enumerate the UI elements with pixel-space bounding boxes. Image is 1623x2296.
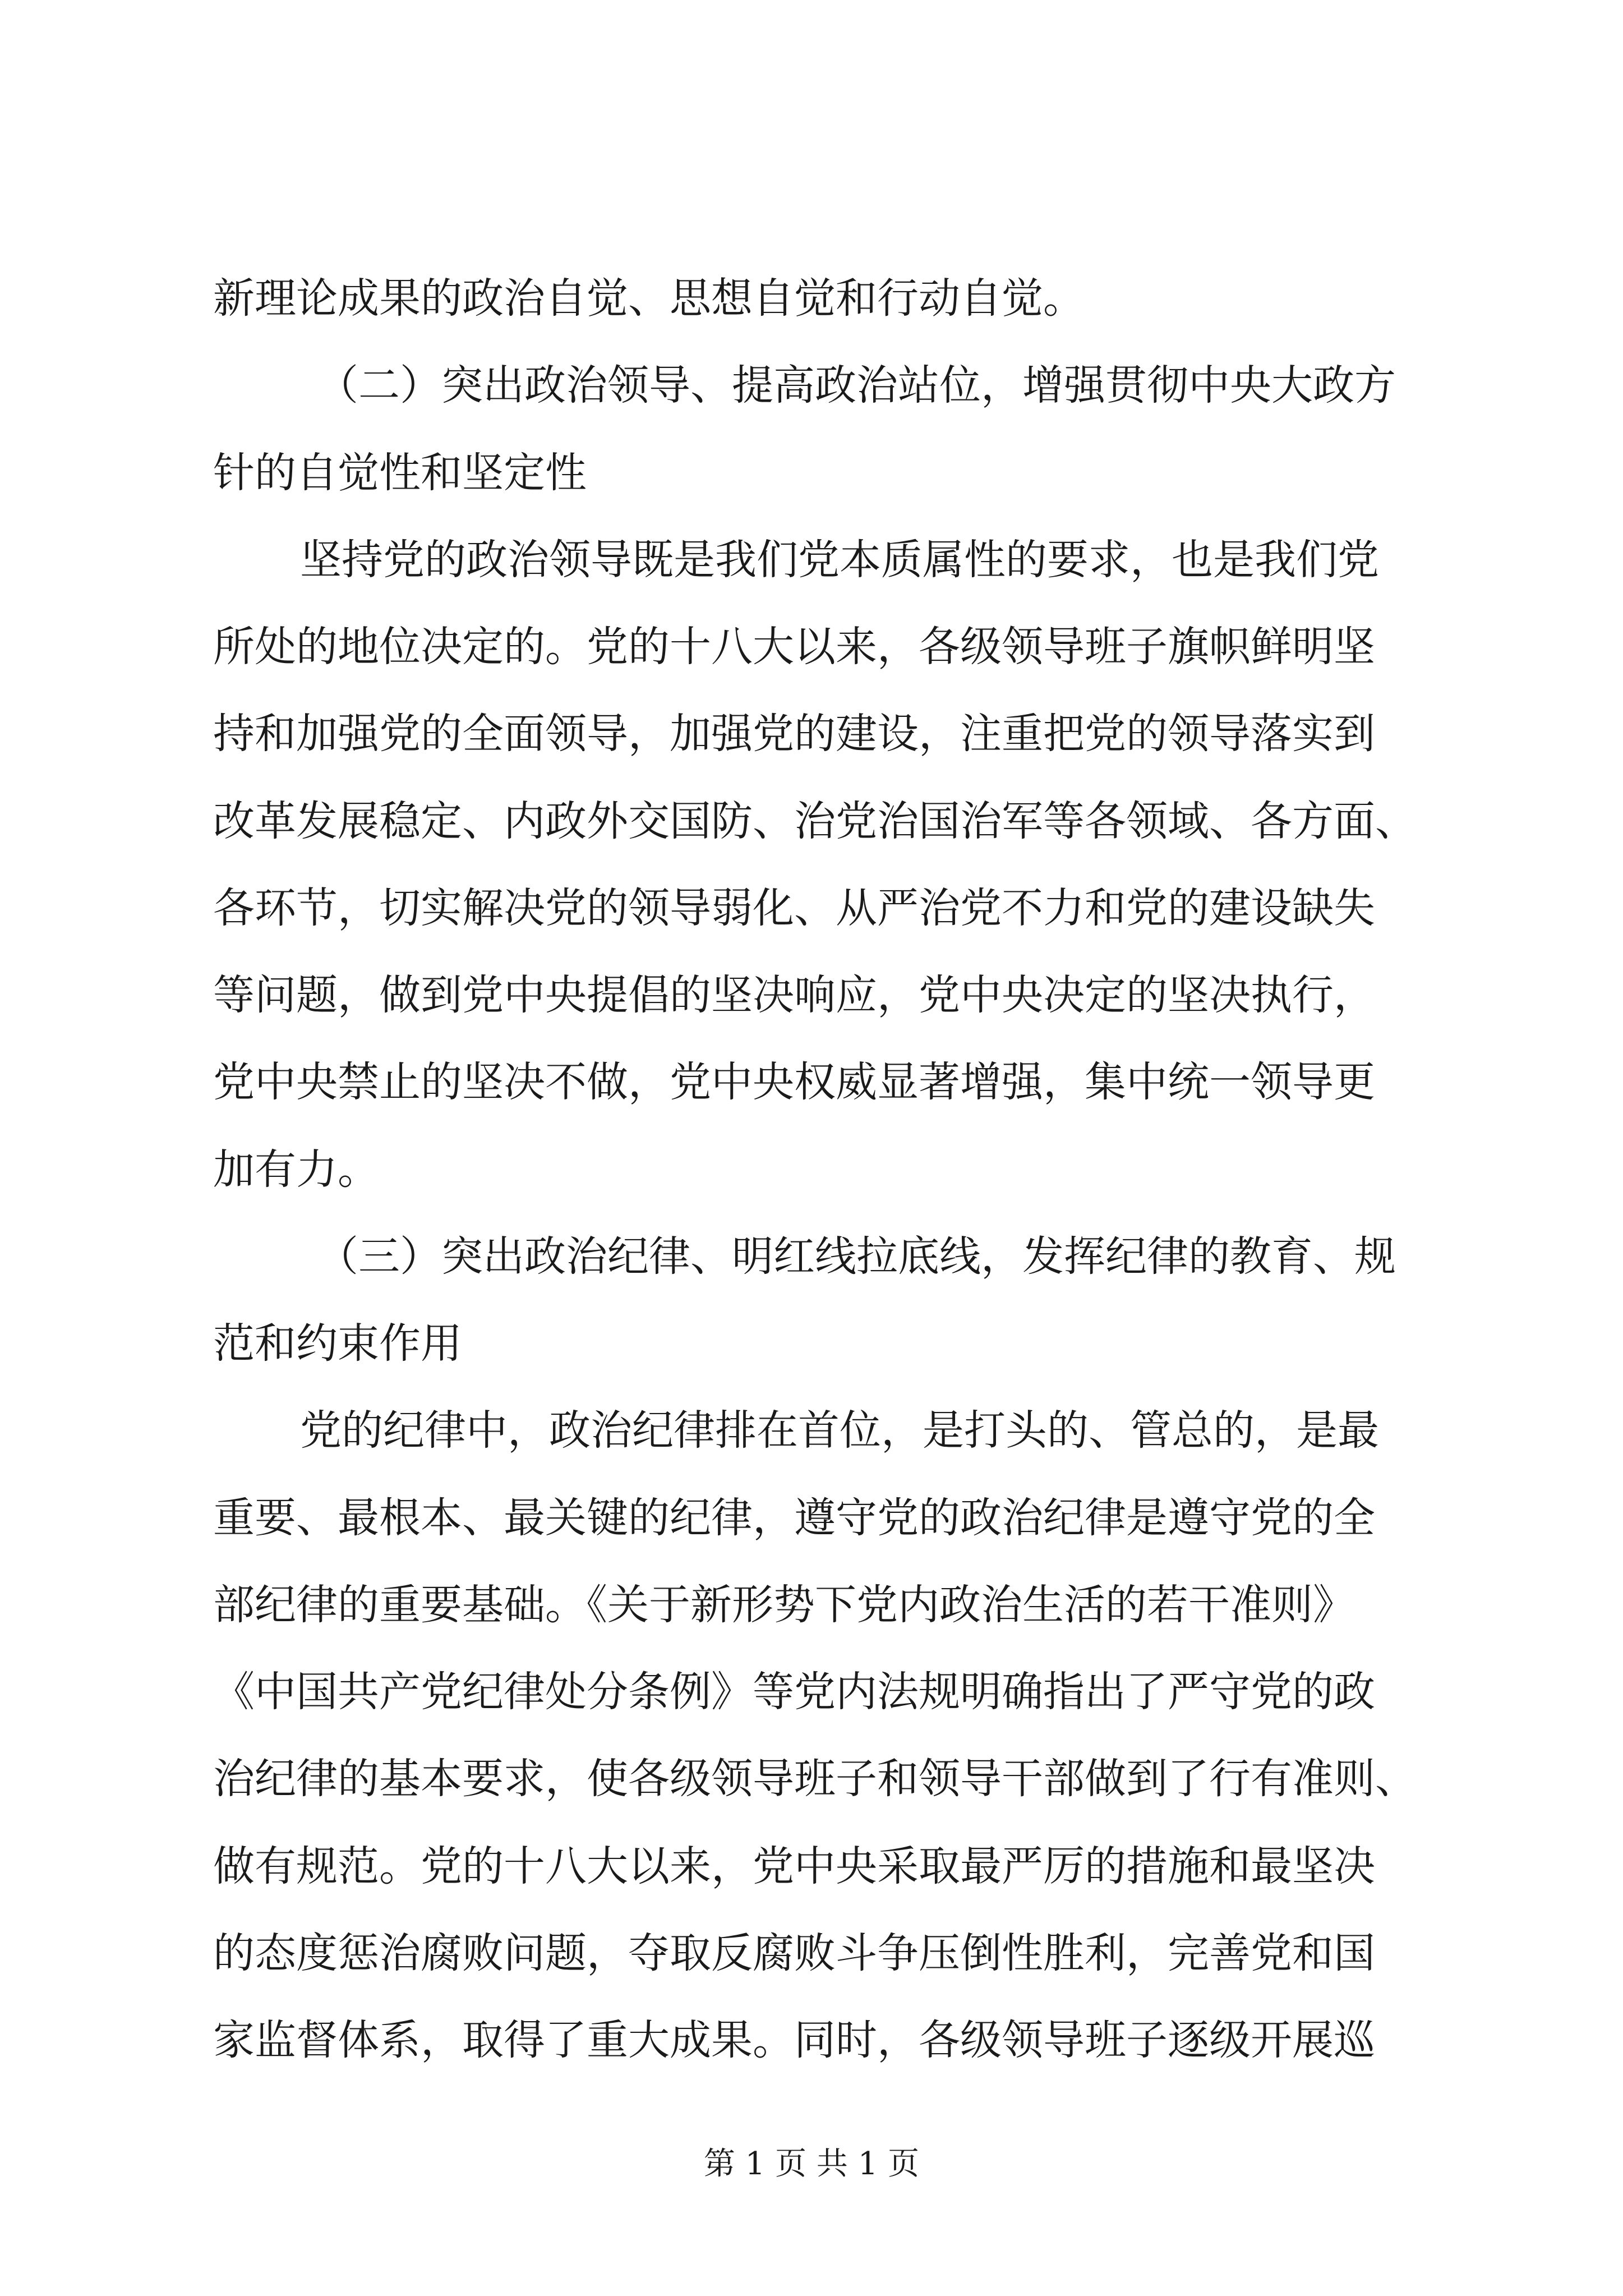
paragraph-2-line-7: 的态度惩治腐败问题，夺取反腐败斗争压倒性胜利，完善党和国 <box>213 1929 1375 1977</box>
text-line-1: 新理论成果的政治自觉、思想自觉和行动自觉。 <box>213 274 1085 323</box>
heading-section-2-line-2: 针的自觉性和坚定性 <box>213 449 587 497</box>
paragraph-2-line-2: 重要、最根本、最关键的纪律，遵守党的政治纪律是遵守党的全 <box>213 1494 1375 1542</box>
paragraph-2-line-1: 党的纪律中，政治纪律排在首位，是打头的、管总的，是最 <box>300 1406 1379 1455</box>
paragraph-1-line-6: 等问题，做到党中央提倡的坚决响应，党中央决定的坚决执行， <box>213 971 1375 1019</box>
paragraph-1-line-5: 各环节，切实解决党的领导弱化、从严治党不力和党的建设缺失 <box>213 884 1375 932</box>
heading-section-3-line-1: （三）突出政治纪律、明红线拉底线，发挥纪律的教育、规 <box>317 1232 1396 1281</box>
paragraph-1-line-8: 加有力。 <box>213 1145 379 1194</box>
paragraph-1-line-1: 坚持党的政治领导既是我们党本质属性的要求，也是我们党 <box>300 536 1379 584</box>
paragraph-1-line-2: 所处的地位决定的。党的十八大以来，各级领导班子旗帜鲜明坚 <box>213 623 1375 671</box>
paragraph-1-line-4: 改革发展稳定、内政外交国防、治党治国治军等各领域、各方面、 <box>213 797 1417 845</box>
paragraph-1-line-3: 持和加强党的全面领导，加强党的建设，注重把党的领导落实到 <box>213 710 1375 758</box>
heading-section-3-line-2: 范和约束作用 <box>213 1319 462 1368</box>
paragraph-2-line-6: 做有规范。党的十八大以来，党中央采取最严厉的措施和最坚决 <box>213 1842 1375 1890</box>
paragraph-2-line-4: 《中国共产党纪律处分条例》等党内法规明确指出了严守党的政 <box>213 1668 1375 1716</box>
heading-section-2-line-1: （二）突出政治领导、提高政治站位，增强贯彻中央大政方 <box>317 361 1396 409</box>
paragraph-2-line-8: 家监督体系，取得了重大成果。同时，各级领导班子逐级开展巡 <box>213 2016 1375 2064</box>
paragraph-2-line-3: 部纪律的重要基础。《关于新形势下党内政治生活的若干准则》 <box>213 1581 1354 1629</box>
page-footer: 第 1 页 共 1 页 <box>703 2146 920 2182</box>
paragraph-1-line-7: 党中央禁止的坚决不做，党中央权威显著增强，集中统一领导更 <box>213 1058 1375 1106</box>
paragraph-2-line-5: 治纪律的基本要求，使各级领导班子和领导干部做到了行有准则、 <box>213 1755 1417 1803</box>
